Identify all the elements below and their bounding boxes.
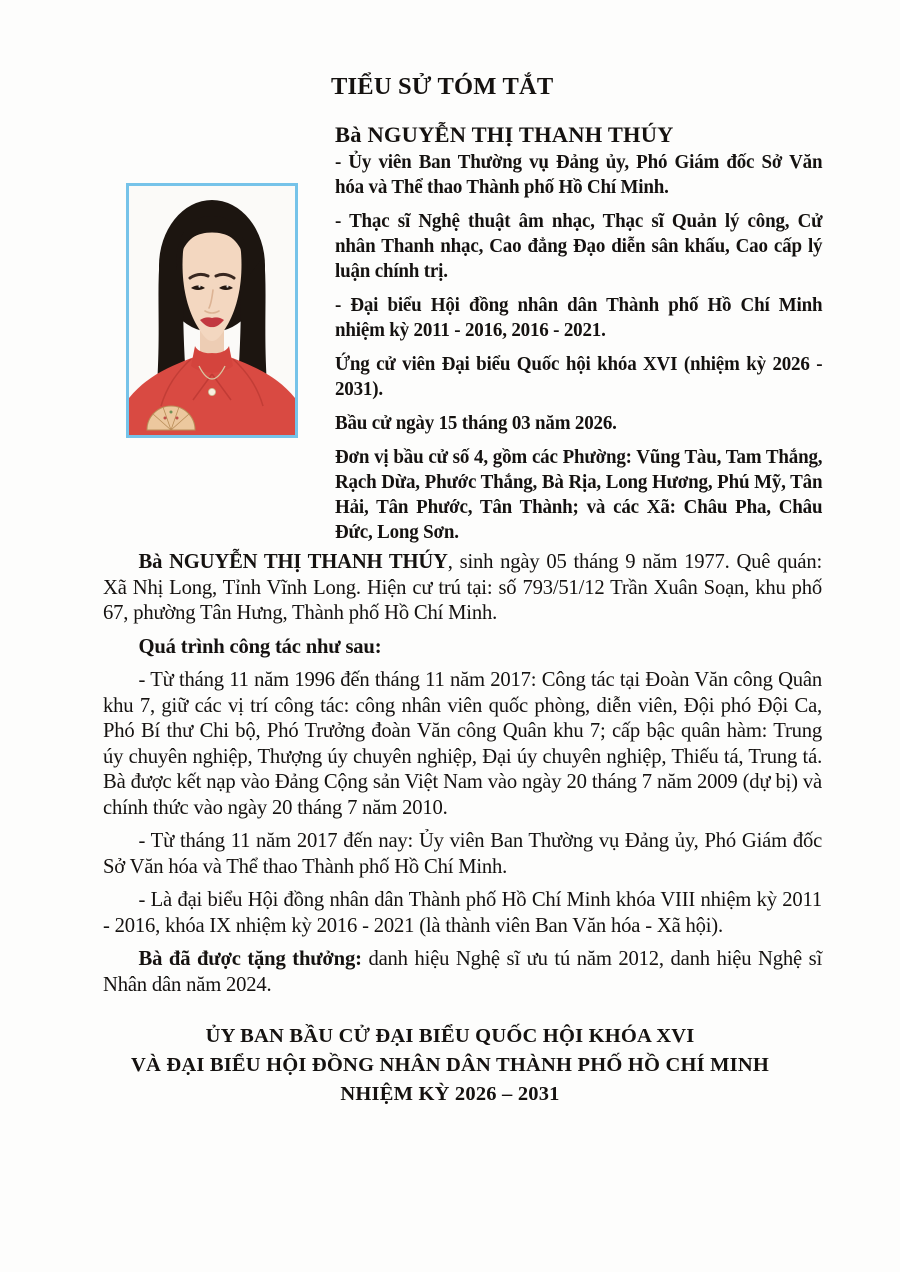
career-heading: Quá trình công tác như sau: — [138, 633, 382, 658]
election-committee-footer — [90, 1022, 810, 1109]
awards-paragraph — [103, 946, 822, 997]
left-eye-glint — [198, 285, 200, 287]
highlight-candidacy: Ứng cử viên Đại biểu Quốc hội khóa XVI (nhiệm kỳ 2026 - 2031). — [335, 353, 823, 400]
candidate-highlights — [335, 150, 822, 554]
footer-line-2: VÀ ĐẠI BIỂU HỘI ĐỒNG NHÂN DÂN THÀNH PHỐ HỒ CHÍ MINH — [131, 1054, 769, 1076]
career-item-3: - Là đại biểu Hội đồng nhân dân Thành phố Hồ Chí Minh khóa VIII nhiệm kỳ 2011 - 2016, khóa IX nhiệm kỳ 2016 - 2021 (là thành viên Ban Văn hóa - Xã hội). — [103, 887, 823, 937]
highlight-education: - Thạc sĩ Nghệ thuật âm nhạc, Thạc sĩ Quản lý công, Cử nhân Thanh nhạc, Cao đẳng Đạo diễn sân khấu, Cao cấp lý luận chính trị. — [335, 210, 823, 282]
awards-label: Bà đã được tặng thưởng: — [138, 946, 362, 970]
footer-line-1: ỦY BAN BẦU CỬ ĐẠI BIỂU QUỐC HỘI KHÓA XVI — [205, 1025, 695, 1047]
bio-intro-text: , sinh ngày 05 tháng 9 năm 1977. Quê quán: Xã Nhị Long, Tỉnh Vĩnh Long. Hiện cư trú tại: số 793/51/12 Trần Xuân Soạn, khu phố 67, phường Tân Hưng, Thành phố Hồ Chí Minh. — [103, 549, 823, 624]
highlight-election-date: Bầu cử ngày 15 tháng 03 năm 2026. — [335, 412, 617, 434]
highlight-constituency: Đơn vị bầu cử số 4, gồm các Phường: Vũng Tàu, Tam Thắng, Rạch Dừa, Phước Thắng, Bà Rịa, Long Hương, Phú Mỹ, Tân Hải, Tân Phước, Tân Thành; và các Xã: Châu Pha, Châu Đức, Long Sơn. — [335, 446, 823, 543]
awards-text: danh hiệu Nghệ sĩ ưu tú năm 2012, danh hiệu Nghệ sĩ Nhân dân năm 2024. — [103, 946, 823, 996]
career-item-2: - Từ tháng 11 năm 2017 đến nay: Ủy viên Ban Thường vụ Đảng ủy, Phó Giám đốc Sở Văn hóa và Thể thao Thành phố Hồ Chí Minh. — [103, 828, 823, 878]
necklace-pendant — [208, 388, 215, 395]
bio-intro-paragraph — [103, 549, 822, 626]
biography-body — [103, 549, 822, 1005]
highlight-position: - Ủy viên Ban Thường vụ Đảng ủy, Phó Giám đốc Sở Văn hóa và Thể thao Thành phố Hồ Chí Minh. — [335, 151, 823, 198]
candidate-name: Bà NGUYỄN THỊ THANH THÚY — [335, 122, 674, 147]
candidate-photo — [126, 183, 298, 438]
portrait-illustration — [129, 186, 295, 435]
highlight-council-terms: - Đại biểu Hội đồng nhân dân Thành phố Hồ Chí Minh nhiệm kỳ 2011 - 2016, 2016 - 2021. — [335, 294, 823, 341]
page-title: TIỂU SỬ TÓM TẮT — [331, 73, 554, 100]
footer-line-3: NHIỆM KỲ 2026 – 2031 — [340, 1083, 560, 1105]
bio-intro-name: Bà NGUYỄN THỊ THANH THÚY — [138, 549, 448, 573]
career-item-1: - Từ tháng 11 năm 1996 đến tháng 11 năm 2017: Công tác tại Đoàn Văn công Quân khu 7, giữ các vị trí công tác: công nhân viên quốc phòng, diễn viên, Đội phó Đội Ca, Phó Bí thư Chi bộ, Phó Trưởng đoàn Văn công Quân khu 7; cấp bậc quân hàm: Trung úy chuyên nghiệp, Thượng úy chuyên nghiệp, Đại úy chuyên nghiệp, Thiếu tá, Trung tá. Bà được kết nạp vào Đảng Cộng sản Việt Nam vào ngày 20 tháng 7 năm 2009 (dự bị) và chính thức vào ngày 20 tháng 7 năm 2010. — [103, 667, 823, 819]
right-eye-glint — [226, 285, 228, 287]
